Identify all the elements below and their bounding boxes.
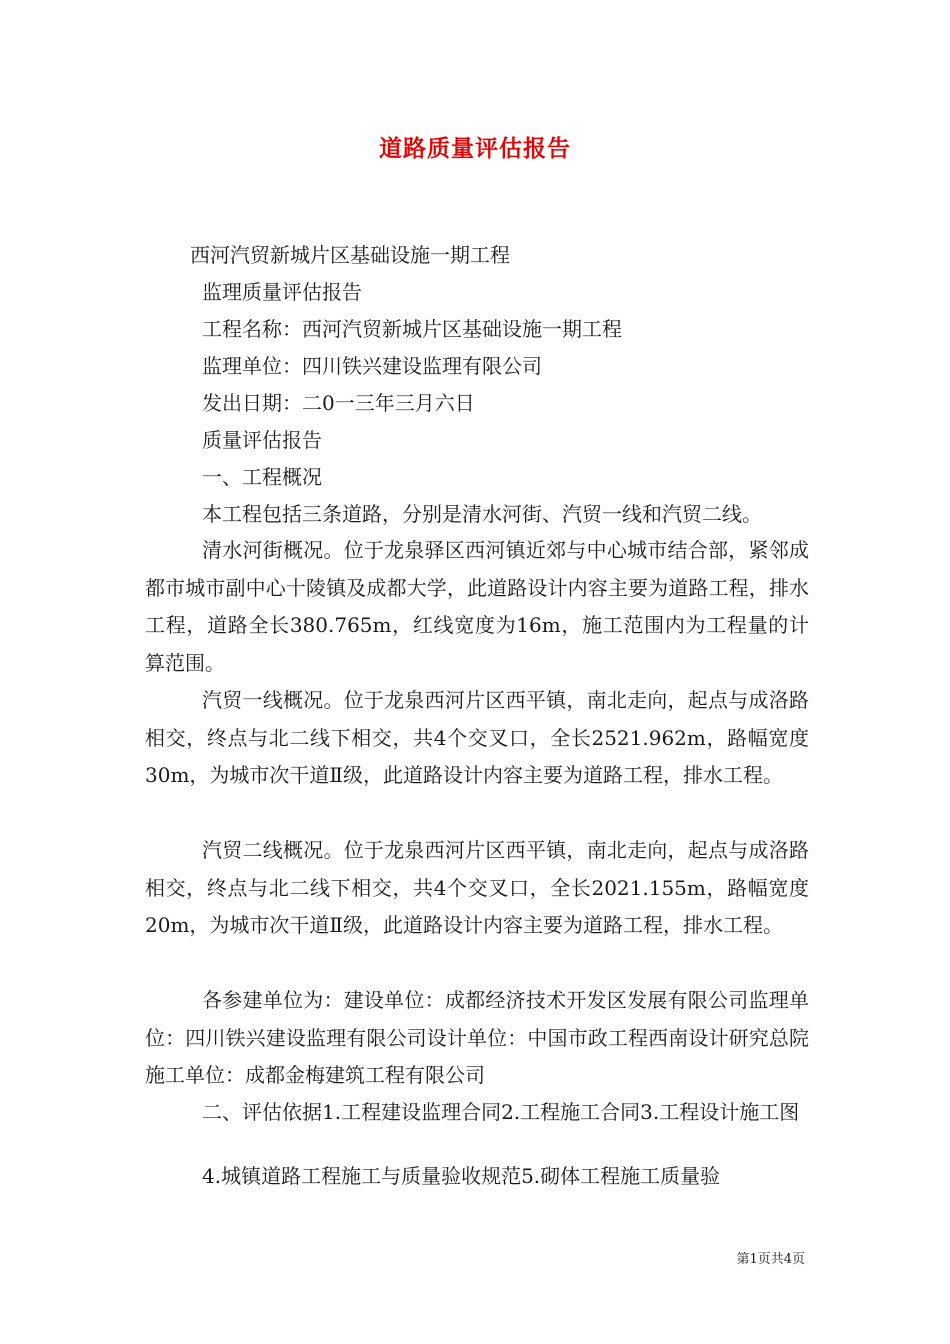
paragraph-participants: 各参建单位为：建设单位：成都经济技术开发区发展有限公司监理单位：四川铁兴建设监理有限公司设计单位：中国市政工程西南设计研究总院施工单位：成都金梅建筑工程有限公司 — [145, 988, 809, 1087]
evaluation-basis-continued: 4.城镇道路工程施工与质量验收规范5.砌体工程施工质量验 — [202, 1164, 721, 1188]
supervision-unit-line: 监理单位：四川铁兴建设监理有限公司 — [202, 354, 542, 378]
section-heading-overview: 一、工程概况 — [202, 465, 322, 489]
paragraph-qimao-line2: 汽贸二线概况。位于龙泉西河片区西平镇，南北走向，起点与成洛路相交，终点与北二线下相交，共4个交叉口，全长2021.155m，路幅宽度20m，为城市次干道Ⅱ级，此道路设计内容主要为道路工程，排水工程。 — [145, 838, 809, 937]
report-subtitle: 监理质量评估报告 — [202, 280, 362, 304]
document-title: 道路质量评估报告 — [379, 135, 571, 162]
project-name-line: 工程名称：西河汽贸新城片区基础设施一期工程 — [202, 317, 622, 341]
section-title-report: 质量评估报告 — [202, 428, 322, 452]
overview-intro: 本工程包括三条道路，分别是清水河街、汽贸一线和汽贸二线。 — [202, 502, 762, 526]
issue-date-line: 发出日期：二0一三年三月六日 — [202, 391, 475, 415]
page-number-footer: 第1页共4页 — [736, 1252, 805, 1267]
paragraph-qingshuihe: 清水河街概况。位于龙泉驿区西河镇近郊与中心城市结合部，紧邻成都市城市副中心十陵镇及成都大学，此道路设计内容主要为道路工程，排水工程，道路全长380.765m，红线宽度为16m，施工范围内为工程量的计算范围。 — [145, 538, 809, 675]
paragraph-qimao-line1: 汽贸一线概况。位于龙泉西河片区西平镇，南北走向，起点与成洛路相交，终点与北二线下相交，共4个交叉口，全长2521.962m，路幅宽度30m，为城市次干道Ⅱ级，此道路设计内容主要为道路工程，排水工程。 — [145, 688, 809, 787]
project-heading: 西河汽贸新城片区基础设施一期工程 — [190, 243, 510, 267]
paragraph-evaluation-basis: 二、评估依据1.工程建设监理合同2.工程施工合同3.工程设计施工图 — [202, 1100, 800, 1124]
